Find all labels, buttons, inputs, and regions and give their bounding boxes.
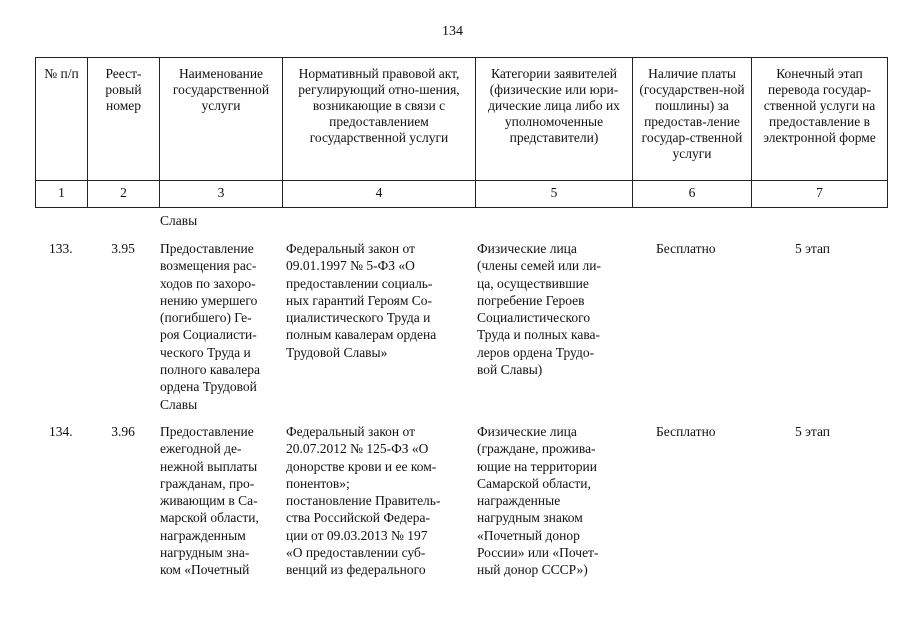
row-number: 134. <box>49 424 73 439</box>
table-header <box>35 57 888 208</box>
carryover-text: Славы <box>160 213 198 228</box>
column-number: 3 <box>160 181 283 208</box>
page-number: 134 <box>442 24 463 39</box>
header-cell-act: Нормативный правовой акт, регулирующий отно-шения, возникающие в связи с предоставлением государственной услуги <box>283 58 476 181</box>
column-number: 7 <box>752 181 888 208</box>
column-number: 5 <box>476 181 633 208</box>
header-cell-fee: Наличие платы (государствен-ной пошлины) за предостав-ление государ-ственной услуги <box>633 58 752 181</box>
registry-number: 3.95 <box>111 241 135 256</box>
stage-text: 5 этап <box>795 241 831 256</box>
header-cell-applicants: Категории заявителей (физические или юри-дические лица либо их уполномоченные представители) <box>476 58 633 181</box>
registry-number: 3.96 <box>111 424 135 439</box>
fee-text: Бесплатно <box>656 424 716 439</box>
column-number: 4 <box>283 181 476 208</box>
stage-text: 5 этап <box>795 424 831 439</box>
column-number: 1 <box>36 181 88 208</box>
service-name: Предоставление ежегодной де- нежной выплаты гражданам, про- живающим в Са- марской области, награжденным нагрудным зна- ком «Почетный <box>160 424 259 578</box>
column-number: 6 <box>633 181 752 208</box>
legal-act: Федеральный закон от 09.01.1997 № 5-ФЗ «О предоставлении социаль- ных гарантий Героям Со- циалистического Труда и полным кавалерам ордена Трудовой Славы» <box>286 241 437 360</box>
header-cell-service: Наименование государственной услуги <box>160 58 283 181</box>
header-cell-reg: Реест-ровый номер <box>88 58 160 181</box>
service-name: Предоставление возмещения рас- ходов по захоро- нению умершего (погибшего) Ге- роя Социалисти- ческого Труда и полного кавалера ордена Трудовой Славы <box>160 241 260 412</box>
legal-act: Федеральный закон от 20.07.2012 № 125-ФЗ «О донорстве крови и ее ком- понентов»; постановление Правитель- ства Российской Федера- ции от 09.03.2013 № 197 «О предоставлении суб- венций из федерального <box>286 424 441 578</box>
row-number: 133. <box>49 241 73 256</box>
applicant-categories: Физические лица (члены семей или ли- ца, осуществившие погребение Героев Социалистического Труда и полных кава- леров ордена Трудо- вой Славы) <box>477 241 601 378</box>
fee-text: Бесплатно <box>656 241 716 256</box>
applicant-categories: Физические лица (граждане, прожива- ющие на территории Самарской области, награжденные нагрудным знаком «Почетный донор России» или «Почет- ный донор СССР») <box>477 424 599 578</box>
column-number: 2 <box>88 181 160 208</box>
header-cell-stage: Конечный этап перевода государ-ственной услуги на предоставление в электронной форме <box>752 58 888 181</box>
header-cell-num: № п/п <box>36 58 88 181</box>
